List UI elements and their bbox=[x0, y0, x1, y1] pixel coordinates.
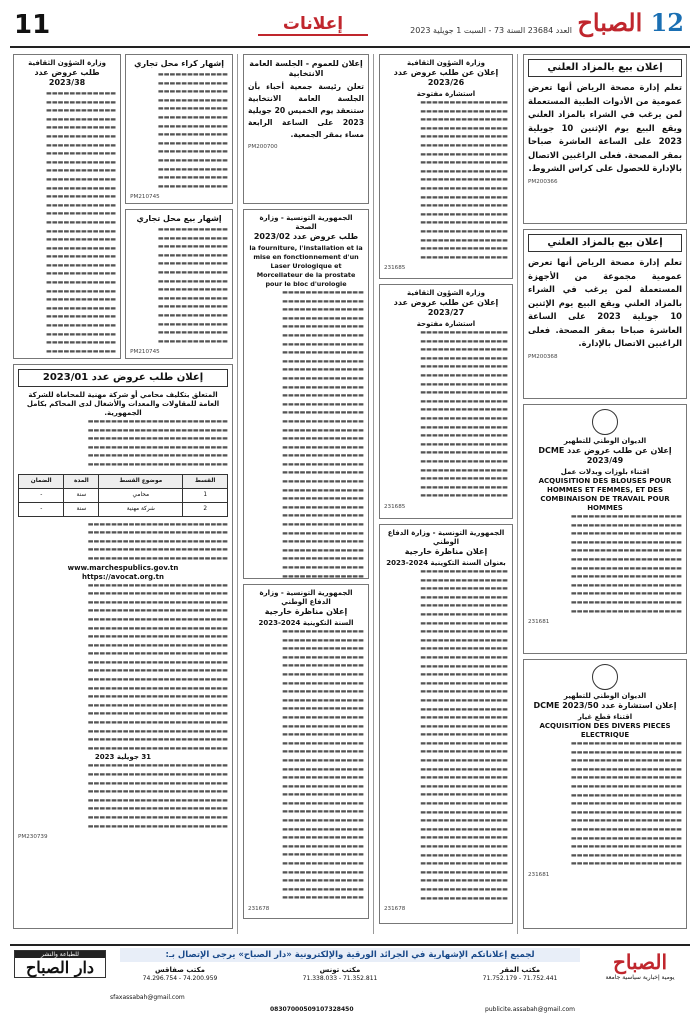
office-hq bbox=[460, 966, 580, 983]
defense-exam-ad bbox=[379, 524, 513, 924]
ad-title: إعلان مناظرة خارجية bbox=[404, 547, 488, 556]
ad-body: المتعلق بتكليف محامي أو شركة مهنية للمحاماة للشركة العامة للمقاولات والمعدات والأشغال لدى المحاكم بكامل الجمهورية. bbox=[26, 391, 220, 417]
ad-ref: 231681 bbox=[528, 871, 550, 878]
ad-body: تعلم إدارة مصحة الرياض أنها تعرض عمومية من الأدوات الطبية المستعملة لمن يرغب في الشراء بالمزاد العلني ويقع البيع يوم الإثنين 10 جويلية 2023 على الساعة العاشرة صباحا بمقر المصحة. فعلى الراغبين الاتصال بالإدارة للحصول على كراس الشروط. bbox=[528, 82, 683, 173]
table-header: القسط bbox=[183, 474, 228, 488]
ad-text-block: ▬▬▬▬▬▬▬▬▬▬▬▬ ▬▬▬▬▬▬▬▬▬▬▬▬ ▬▬▬▬▬▬▬▬▬▬▬▬ ▬▬▬▬▬▬▬▬▬▬▬▬ ▬▬▬▬▬▬▬▬▬▬▬▬ ▬▬▬▬▬▬▬▬▬▬▬▬ ▬▬▬▬▬▬▬▬▬▬▬▬ ▬▬▬▬▬▬▬▬▬▬▬▬ ▬▬▬▬▬▬▬▬▬▬▬▬ ▬▬▬▬▬▬▬▬▬▬▬▬ ▬▬▬▬▬▬▬▬▬▬▬▬ ▬▬▬▬▬▬▬▬▬▬▬▬ ▬▬▬▬▬▬▬▬▬▬▬▬ ▬▬▬▬▬▬▬▬▬▬▬▬ bbox=[157, 226, 228, 345]
footer-title: لجميع إعلاناتكم الإشهارية في الجرائد الورقية والإلكترونية «دار الصباح» يرجى الإتصال بـ: bbox=[120, 948, 580, 962]
ad-title: طلب عروض عدد 2023/02 bbox=[253, 232, 359, 241]
table-cell: سنة bbox=[64, 502, 99, 516]
ad-ref: 231685 bbox=[384, 265, 406, 272]
table-cell: - bbox=[19, 488, 64, 502]
ad-title: إعلان طلب عروض عدد 2023/01 bbox=[18, 369, 228, 387]
issue-info: العدد 23684 السنة 73 - السبت 1 جويلية 2023 bbox=[410, 26, 572, 35]
ad-text-block: ▬▬▬▬▬▬▬▬▬▬▬▬▬▬▬▬▬▬▬ ▬▬▬▬▬▬▬▬▬▬▬▬▬▬▬▬▬▬▬ ▬▬▬▬▬▬▬▬▬▬▬▬▬▬▬▬▬▬▬ ▬▬▬▬▬▬▬▬▬▬▬▬▬▬▬▬▬▬▬ ▬▬▬▬▬▬▬▬▬▬▬▬▬▬▬▬▬▬▬ ▬▬▬▬▬▬▬▬▬▬▬▬▬▬▬▬▬▬▬ ▬▬▬▬▬▬▬▬▬▬▬▬▬▬▬▬▬▬▬ ▬▬▬▬▬▬▬▬▬▬▬▬▬▬▬▬▬▬▬ ▬▬▬▬▬▬▬▬▬▬▬▬▬▬▬▬▬▬▬ ▬▬▬▬▬▬▬▬▬▬▬▬▬▬▬▬▬▬▬ ▬▬▬▬▬▬▬▬▬▬▬▬▬▬▬▬▬▬▬ ▬▬▬▬▬▬▬▬▬▬▬▬▬▬▬▬▬▬▬ ▬▬▬▬▬▬▬▬▬▬▬▬▬▬▬▬▬▬▬ ▬▬▬▬▬▬▬▬▬▬▬▬▬▬▬▬▬▬▬ ▬▬▬▬▬▬▬▬▬▬▬▬▬▬▬▬▬▬▬ bbox=[570, 740, 682, 868]
deadline-date: 31 جويلية 2023 bbox=[94, 753, 152, 762]
ad-text-block: ▬▬▬▬▬▬▬▬▬▬▬▬▬▬▬ ▬▬▬▬▬▬▬▬▬▬▬▬▬▬▬ ▬▬▬▬▬▬▬▬▬▬▬▬▬▬▬ ▬▬▬▬▬▬▬▬▬▬▬▬▬▬▬ ▬▬▬▬▬▬▬▬▬▬▬▬▬▬▬ ▬▬▬▬▬▬▬▬▬▬▬▬▬▬▬ ▬▬▬▬▬▬▬▬▬▬▬▬▬▬▬ ▬▬▬▬▬▬▬▬▬▬▬▬▬▬▬ ▬▬▬▬▬▬▬▬▬▬▬▬▬▬▬ ▬▬▬▬▬▬▬▬▬▬▬▬▬▬▬ ▬▬▬▬▬▬▬▬▬▬▬▬▬▬▬ ▬▬▬▬▬▬▬▬▬▬▬▬▬▬▬ ▬▬▬▬▬▬▬▬▬▬▬▬▬▬▬ ▬▬▬▬▬▬▬▬▬▬▬▬▬▬▬ ▬▬▬▬▬▬▬▬▬▬▬▬▬▬▬ ▬▬▬▬▬▬▬▬▬▬▬▬▬▬▬ ▬▬▬▬▬▬▬▬▬▬▬▬▬▬▬ ▬▬▬▬▬▬▬▬▬▬▬▬▬▬▬ ▬▬▬▬▬▬▬▬▬▬▬▬▬▬▬ ▬▬▬▬▬▬▬▬▬▬▬▬▬▬▬ ▬▬▬▬▬▬▬▬▬▬▬▬▬▬▬ ▬▬▬▬▬▬▬▬▬▬▬▬▬▬▬ ▬▬▬▬▬▬▬▬▬▬▬▬▬▬▬ ▬▬▬▬▬▬▬▬▬▬▬▬▬▬▬ ▬▬▬▬▬▬▬▬▬▬▬▬▬▬▬ ▬▬▬▬▬▬▬▬▬▬▬▬▬▬▬ ▬▬▬▬▬▬▬▬▬▬▬▬▬▬▬ ▬▬▬▬▬▬▬▬▬▬▬▬▬▬▬ ▬▬▬▬▬▬▬▬▬▬▬▬▬▬▬ ▬▬▬▬▬▬▬▬▬▬▬▬▬▬▬ ▬▬▬▬▬▬▬▬▬▬▬▬▬▬▬ ▬▬▬▬▬▬▬▬▬▬▬▬▬▬▬ ▬▬▬▬▬▬▬▬▬▬▬▬▬▬▬ ▬▬▬▬▬▬▬▬▬▬▬▬▬▬▬ ▬▬▬▬▬▬▬▬▬▬▬▬▬▬▬ ▬▬▬▬▬▬▬▬▬▬▬▬▬▬▬ ▬▬▬▬▬▬▬▬▬▬▬▬▬▬▬ ▬▬▬▬▬▬▬▬▬▬▬▬▬▬▬ ▬▬▬▬▬▬▬▬▬▬▬▬▬▬▬ bbox=[420, 568, 508, 902]
ad-org: وزارة الشؤون الثقافية bbox=[28, 59, 107, 67]
ad-subtitle: استشارة مفتوحة bbox=[416, 90, 476, 98]
office-name: مكتب صفاقس bbox=[154, 966, 206, 974]
table-cell: سنة bbox=[64, 488, 99, 502]
ad-subtitle: السنة التكوينية 2024-2023 bbox=[258, 619, 354, 627]
ad-french-title: ACQUISITION DES BLOUSES POUR HOMMES ET FEMMES, ET DES COMBINAISON DE TRAVAIL POUR HOMMES bbox=[538, 477, 672, 512]
ad-ref: 231685 bbox=[384, 503, 406, 510]
ad-text-block: ▬▬▬▬▬▬▬▬▬▬▬▬▬▬ ▬▬▬▬▬▬▬▬▬▬▬▬▬▬ ▬▬▬▬▬▬▬▬▬▬▬▬▬▬ ▬▬▬▬▬▬▬▬▬▬▬▬▬▬ ▬▬▬▬▬▬▬▬▬▬▬▬▬▬ ▬▬▬▬▬▬▬▬▬▬▬▬▬▬ ▬▬▬▬▬▬▬▬▬▬▬▬▬▬ ▬▬▬▬▬▬▬▬▬▬▬▬▬▬ ▬▬▬▬▬▬▬▬▬▬▬▬▬▬ ▬▬▬▬▬▬▬▬▬▬▬▬▬▬ ▬▬▬▬▬▬▬▬▬▬▬▬▬▬ ▬▬▬▬▬▬▬▬▬▬▬▬▬▬ ▬▬▬▬▬▬▬▬▬▬▬▬▬▬ ▬▬▬▬▬▬▬▬▬▬▬▬▬▬ ▬▬▬▬▬▬▬▬▬▬▬▬▬▬ ▬▬▬▬▬▬▬▬▬▬▬▬▬▬ ▬▬▬▬▬▬▬▬▬▬▬▬▬▬ ▬▬▬▬▬▬▬▬▬▬▬▬▬▬ ▬▬▬▬▬▬▬▬▬▬▬▬▬▬ ▬▬▬▬▬▬▬▬▬▬▬▬▬▬ ▬▬▬▬▬▬▬▬▬▬▬▬▬▬ ▬▬▬▬▬▬▬▬▬▬▬▬▬▬ ▬▬▬▬▬▬▬▬▬▬▬▬▬▬ ▬▬▬▬▬▬▬▬▬▬▬▬▬▬ ▬▬▬▬▬▬▬▬▬▬▬▬▬▬ ▬▬▬▬▬▬▬▬▬▬▬▬▬▬ ▬▬▬▬▬▬▬▬▬▬▬▬▬▬ ▬▬▬▬▬▬▬▬▬▬▬▬▬▬ ▬▬▬▬▬▬▬▬▬▬▬▬▬▬ ▬▬▬▬▬▬▬▬▬▬▬▬▬▬ ▬▬▬▬▬▬▬▬▬▬▬▬▬▬ ▬▬▬▬▬▬▬▬▬▬▬▬▬▬ bbox=[282, 628, 364, 902]
ad-text-block: ▬▬▬▬▬▬▬▬▬▬▬▬▬▬▬▬▬▬▬▬▬▬▬▬ ▬▬▬▬▬▬▬▬▬▬▬▬▬▬▬▬▬▬▬▬▬▬▬▬ ▬▬▬▬▬▬▬▬▬▬▬▬▬▬▬▬▬▬▬▬▬▬▬▬ ▬▬▬▬▬▬▬▬▬▬▬▬▬▬▬▬▬▬▬▬▬▬▬▬ ▬▬▬▬▬▬▬▬▬▬▬▬▬▬▬▬▬▬▬▬▬▬▬▬ ▬▬▬▬▬▬▬▬▬▬▬▬▬▬▬▬▬▬▬▬▬▬▬▬ ▬▬▬▬▬▬▬▬▬▬▬▬▬▬▬▬▬▬▬▬▬▬▬▬ ▬▬▬▬▬▬▬▬▬▬▬▬▬▬▬▬▬▬▬▬▬▬▬▬ ▬▬▬▬▬▬▬▬▬▬▬▬▬▬▬▬▬▬▬▬▬▬▬▬ ▬▬▬▬▬▬▬▬▬▬▬▬▬▬▬▬▬▬▬▬▬▬▬▬ ▬▬▬▬▬▬▬▬▬▬▬▬▬▬▬▬▬▬▬▬▬▬▬▬ ▬▬▬▬▬▬▬▬▬▬▬▬▬▬▬▬▬▬▬▬▬▬▬▬ ▬▬▬▬▬▬▬▬▬▬▬▬▬▬▬▬▬▬▬▬▬▬▬▬ ▬▬▬▬▬▬▬▬▬▬▬▬▬▬▬▬▬▬▬▬▬▬▬▬ ▬▬▬▬▬▬▬▬▬▬▬▬▬▬▬▬▬▬▬▬▬▬▬▬ ▬▬▬▬▬▬▬▬▬▬▬▬▬▬▬▬▬▬▬▬▬▬▬▬ ▬▬▬▬▬▬▬▬▬▬▬▬▬▬▬▬▬▬▬▬▬▬▬▬ ▬▬▬▬▬▬▬▬▬▬▬▬▬▬▬▬▬▬▬▬▬▬▬▬ ▬▬▬▬▬▬▬▬▬▬▬▬▬▬▬▬▬▬▬▬▬▬▬▬ ▬▬▬▬▬▬▬▬▬▬▬▬▬▬▬▬▬▬▬▬▬▬▬▬ bbox=[87, 581, 228, 752]
ad-ref: PM200700 bbox=[248, 144, 278, 150]
ad-ref: PM200366 bbox=[528, 178, 558, 185]
ad-text-block: ▬▬▬▬▬▬▬▬▬▬▬▬ ▬▬▬▬▬▬▬▬▬▬▬▬ ▬▬▬▬▬▬▬▬▬▬▬▬ ▬▬▬▬▬▬▬▬▬▬▬▬ ▬▬▬▬▬▬▬▬▬▬▬▬ ▬▬▬▬▬▬▬▬▬▬▬▬ ▬▬▬▬▬▬▬▬▬▬▬▬ ▬▬▬▬▬▬▬▬▬▬▬▬ ▬▬▬▬▬▬▬▬▬▬▬▬ ▬▬▬▬▬▬▬▬▬▬▬▬ ▬▬▬▬▬▬▬▬▬▬▬▬ ▬▬▬▬▬▬▬▬▬▬▬▬ ▬▬▬▬▬▬▬▬▬▬▬▬ ▬▬▬▬▬▬▬▬▬▬▬▬ ▬▬▬▬▬▬▬▬▬▬▬▬ ▬▬▬▬▬▬▬▬▬▬▬▬ ▬▬▬▬▬▬▬▬▬▬▬▬ ▬▬▬▬▬▬▬▬▬▬▬▬ ▬▬▬▬▬▬▬▬▬▬▬▬ ▬▬▬▬▬▬▬▬▬▬▬▬ ▬▬▬▬▬▬▬▬▬▬▬▬ ▬▬▬▬▬▬▬▬▬▬▬▬ ▬▬▬▬▬▬▬▬▬▬▬▬ ▬▬▬▬▬▬▬▬▬▬▬▬ ▬▬▬▬▬▬▬▬▬▬▬▬ ▬▬▬▬▬▬▬▬▬▬▬▬ ▬▬▬▬▬▬▬▬▬▬▬▬ ▬▬▬▬▬▬▬▬▬▬▬▬ ▬▬▬▬▬▬▬▬▬▬▬▬ ▬▬▬▬▬▬▬▬▬▬▬▬ ▬▬▬▬▬▬▬▬▬▬▬▬ bbox=[45, 90, 117, 355]
ad-title: إعلان بيع بالمزاد العلني bbox=[528, 234, 682, 252]
ad-ref: PM200368 bbox=[528, 353, 558, 360]
ad-ref: 231678 bbox=[384, 906, 406, 913]
culture-tender-ad-1 bbox=[379, 54, 513, 279]
ad-text-block: ▬▬▬▬▬▬▬▬▬▬▬▬▬▬▬▬▬▬▬▬▬▬▬▬ ▬▬▬▬▬▬▬▬▬▬▬▬▬▬▬▬▬▬▬▬▬▬▬▬ ▬▬▬▬▬▬▬▬▬▬▬▬▬▬▬▬▬▬▬▬▬▬▬▬ ▬▬▬▬▬▬▬▬▬▬▬▬▬▬▬▬▬▬▬▬▬▬▬▬ ▬▬▬▬▬▬▬▬▬▬▬▬▬▬▬▬▬▬▬▬▬▬▬▬ ▬▬▬▬▬▬▬▬▬▬▬▬▬▬▬▬▬▬▬▬▬▬▬▬ bbox=[87, 418, 228, 468]
footer bbox=[10, 944, 690, 1014]
ad-subtitle: اقتناء بلوزات وبدلات عمل bbox=[560, 468, 650, 476]
column-3 bbox=[240, 54, 372, 934]
table-row bbox=[19, 502, 228, 516]
ad-subtitle: اقتناء قطع غيار bbox=[577, 713, 633, 721]
ad-title: إشهار كراء محل تجاري bbox=[134, 59, 225, 68]
table-header: المدة bbox=[64, 474, 99, 488]
ad-org: الجمهورية التونسية - وزارة الدفاع الوطني bbox=[259, 589, 353, 606]
health-tender-ad bbox=[243, 209, 369, 579]
newspaper-logo bbox=[577, 8, 684, 37]
table-cell: 1 bbox=[183, 488, 228, 502]
office-phone: 71.752.179 - 71.752.441 bbox=[482, 974, 558, 982]
ad-ref: 231681 bbox=[528, 619, 550, 626]
table-header: الضمان bbox=[19, 474, 64, 488]
auction-ad-1 bbox=[523, 54, 687, 224]
footer-logo-sub: يومية إخبارية سياسية جامعة bbox=[605, 974, 675, 981]
ad-french-title: ACQUISITION DES DIVERS PIECES ELECTRIQUE bbox=[539, 722, 671, 739]
ad-org: الجمهورية التونسية - وزارة الصحة bbox=[259, 214, 353, 231]
table-row bbox=[19, 488, 228, 502]
ad-org: وزارة الشؤون الثقافية bbox=[407, 59, 485, 67]
ad-org: وزارة الشؤون الثقافية bbox=[407, 289, 485, 297]
ad-ref: PM210745 bbox=[130, 349, 160, 356]
tender-ad-onas-1 bbox=[523, 404, 687, 654]
ad-body: تعلن رئيسة جمعية أحباء بأن الجلسة العامة الانتخابية ستنعقد يوم الخميس 20 جويلية 2023 على الساعة الرابعة مساء بمقر الجمعية. bbox=[248, 82, 364, 139]
tender-ad-onas-2 bbox=[523, 659, 687, 929]
footer-logo-2-text: دار الصباح bbox=[25, 958, 95, 977]
lawyer-tender-ad bbox=[13, 364, 233, 929]
office-phone: 74.296.754 - 74.200.959 bbox=[142, 974, 218, 982]
onas-logo-icon bbox=[592, 409, 618, 435]
url-link[interactable]: www.marchespublics.gov.tn bbox=[67, 563, 179, 572]
section-title: إعلانات bbox=[258, 14, 368, 36]
ad-text-block: ▬▬▬▬▬▬▬▬▬▬▬▬ ▬▬▬▬▬▬▬▬▬▬▬▬ ▬▬▬▬▬▬▬▬▬▬▬▬ ▬▬▬▬▬▬▬▬▬▬▬▬ ▬▬▬▬▬▬▬▬▬▬▬▬ ▬▬▬▬▬▬▬▬▬▬▬▬ ▬▬▬▬▬▬▬▬▬▬▬▬ ▬▬▬▬▬▬▬▬▬▬▬▬ ▬▬▬▬▬▬▬▬▬▬▬▬ ▬▬▬▬▬▬▬▬▬▬▬▬ ▬▬▬▬▬▬▬▬▬▬▬▬ ▬▬▬▬▬▬▬▬▬▬▬▬ ▬▬▬▬▬▬▬▬▬▬▬▬ ▬▬▬▬▬▬▬▬▬▬▬▬ bbox=[157, 71, 228, 190]
onas-logo-icon bbox=[592, 664, 618, 690]
ad-org: الديوان الوطني للتطهير bbox=[563, 437, 647, 445]
general-assembly-ad bbox=[243, 54, 369, 204]
email-link[interactable]: publicite.assabah@gmail.com bbox=[485, 1006, 575, 1013]
ad-text-block: ▬▬▬▬▬▬▬▬▬▬▬▬▬▬ ▬▬▬▬▬▬▬▬▬▬▬▬▬▬ ▬▬▬▬▬▬▬▬▬▬▬▬▬▬ ▬▬▬▬▬▬▬▬▬▬▬▬▬▬ ▬▬▬▬▬▬▬▬▬▬▬▬▬▬ ▬▬▬▬▬▬▬▬▬▬▬▬▬▬ ▬▬▬▬▬▬▬▬▬▬▬▬▬▬ ▬▬▬▬▬▬▬▬▬▬▬▬▬▬ ▬▬▬▬▬▬▬▬▬▬▬▬▬▬ ▬▬▬▬▬▬▬▬▬▬▬▬▬▬ ▬▬▬▬▬▬▬▬▬▬▬▬▬▬ ▬▬▬▬▬▬▬▬▬▬▬▬▬▬ ▬▬▬▬▬▬▬▬▬▬▬▬▬▬ ▬▬▬▬▬▬▬▬▬▬▬▬▬▬ ▬▬▬▬▬▬▬▬▬▬▬▬▬▬ ▬▬▬▬▬▬▬▬▬▬▬▬▬▬ ▬▬▬▬▬▬▬▬▬▬▬▬▬▬ ▬▬▬▬▬▬▬▬▬▬▬▬▬▬ ▬▬▬▬▬▬▬▬▬▬▬▬▬▬ ▬▬▬▬▬▬▬▬▬▬▬▬▬▬ ▬▬▬▬▬▬▬▬▬▬▬▬▬▬ ▬▬▬▬▬▬▬▬▬▬▬▬▬▬ ▬▬▬▬▬▬▬▬▬▬▬▬▬▬ ▬▬▬▬▬▬▬▬▬▬▬▬▬▬ ▬▬▬▬▬▬▬▬▬▬▬▬▬▬ ▬▬▬▬▬▬▬▬▬▬▬▬▬▬ ▬▬▬▬▬▬▬▬▬▬▬▬▬▬ ▬▬▬▬▬▬▬▬▬▬▬▬▬▬ ▬▬▬▬▬▬▬▬▬▬▬▬▬▬ ▬▬▬▬▬▬▬▬▬▬▬▬▬▬ ▬▬▬▬▬▬▬▬▬▬▬▬▬▬ ▬▬▬▬▬▬▬▬▬▬▬▬▬▬ ▬▬▬▬▬▬▬▬▬▬▬▬▬▬ ▬▬▬▬▬▬▬▬▬▬▬▬▬▬ bbox=[282, 289, 364, 579]
ad-ref: PM210745 bbox=[130, 194, 160, 201]
masthead bbox=[10, 8, 690, 48]
ad-french-title: la fourniture, l'installation et la mise en fonctionnement d'un Laser Urologique et Morcellateur de la prostate pour le bloc d'urologie bbox=[249, 244, 363, 288]
office-name: مكتب المقر bbox=[499, 966, 541, 974]
column-divider bbox=[373, 54, 374, 934]
ccp-number: 08307000509107328450 bbox=[270, 1006, 354, 1013]
column-divider bbox=[237, 54, 238, 934]
ads-columns bbox=[10, 54, 690, 934]
rent-shop-ad bbox=[125, 54, 233, 204]
office-sfax bbox=[120, 966, 240, 983]
footer-logo-2 bbox=[14, 950, 106, 978]
commerce-ads-stack bbox=[125, 54, 233, 364]
table-cell: محامي bbox=[99, 488, 183, 502]
ad-text-block: ▬▬▬▬▬▬▬▬▬▬▬▬▬▬▬ ▬▬▬▬▬▬▬▬▬▬▬▬▬▬▬ ▬▬▬▬▬▬▬▬▬▬▬▬▬▬▬ ▬▬▬▬▬▬▬▬▬▬▬▬▬▬▬ ▬▬▬▬▬▬▬▬▬▬▬▬▬▬▬ ▬▬▬▬▬▬▬▬▬▬▬▬▬▬▬ ▬▬▬▬▬▬▬▬▬▬▬▬▬▬▬ ▬▬▬▬▬▬▬▬▬▬▬▬▬▬▬ ▬▬▬▬▬▬▬▬▬▬▬▬▬▬▬ ▬▬▬▬▬▬▬▬▬▬▬▬▬▬▬ ▬▬▬▬▬▬▬▬▬▬▬▬▬▬▬ ▬▬▬▬▬▬▬▬▬▬▬▬▬▬▬ ▬▬▬▬▬▬▬▬▬▬▬▬▬▬▬ ▬▬▬▬▬▬▬▬▬▬▬▬▬▬▬ ▬▬▬▬▬▬▬▬▬▬▬▬▬▬▬ ▬▬▬▬▬▬▬▬▬▬▬▬▬▬▬ ▬▬▬▬▬▬▬▬▬▬▬▬▬▬▬ ▬▬▬▬▬▬▬▬▬▬▬▬▬▬▬ ▬▬▬▬▬▬▬▬▬▬▬▬▬▬▬ ▬▬▬▬▬▬▬▬▬▬▬▬▬▬▬ bbox=[420, 329, 508, 500]
lots-table bbox=[18, 474, 228, 517]
table-cell: شركة مهنية bbox=[99, 502, 183, 516]
email-link[interactable]: sfaxassabah@gmail.com bbox=[110, 994, 185, 1001]
logo-text: الصباح bbox=[577, 8, 643, 37]
table-header-row bbox=[19, 474, 228, 488]
logo-number: 12 bbox=[650, 8, 684, 37]
defense-exam-ad-2 bbox=[243, 584, 369, 919]
ad-title: إعلان عن طلب عروض عدد DCME 2023/49 bbox=[538, 446, 672, 465]
office-phone: 71.338.033 - 71.352.811 bbox=[302, 974, 378, 982]
ad-title: إعلان للعموم - الجلسة العامة الانتخابية bbox=[249, 59, 363, 78]
office-tunis bbox=[280, 966, 400, 983]
page-number: 11 bbox=[14, 10, 51, 40]
culture-tender-ad-3 bbox=[13, 54, 121, 359]
ad-ref: PM230739 bbox=[18, 834, 48, 841]
ad-title: إعلان مناظرة خارجية bbox=[264, 607, 348, 616]
column-divider bbox=[517, 54, 518, 934]
footer-logo-2-sub: للطباعة والنشر bbox=[15, 951, 105, 958]
culture-tender-ad-2 bbox=[379, 284, 513, 519]
url-link[interactable]: https://avocat.org.tn bbox=[81, 572, 164, 581]
ad-body: تعلم إدارة مصحة الرياض أنها تعرض عمومية مجموعة من الأجهزة المستعملة لمن يرغب في الشراء بالمزاد العلني ويقع البيع يوم الإثنين 10 جويلية 2023 على الساعة العاشرة صباحا بمقر المصحة. فعلى الراغبين الاتصال بالإدارة. bbox=[528, 257, 682, 348]
column-1 bbox=[520, 54, 690, 934]
ad-org: الديوان الوطني للتطهير bbox=[563, 692, 647, 700]
ad-text-block: ▬▬▬▬▬▬▬▬▬▬▬▬▬▬▬▬▬▬▬ ▬▬▬▬▬▬▬▬▬▬▬▬▬▬▬▬▬▬▬ ▬▬▬▬▬▬▬▬▬▬▬▬▬▬▬▬▬▬▬ ▬▬▬▬▬▬▬▬▬▬▬▬▬▬▬▬▬▬▬ ▬▬▬▬▬▬▬▬▬▬▬▬▬▬▬▬▬▬▬ ▬▬▬▬▬▬▬▬▬▬▬▬▬▬▬▬▬▬▬ ▬▬▬▬▬▬▬▬▬▬▬▬▬▬▬▬▬▬▬ ▬▬▬▬▬▬▬▬▬▬▬▬▬▬▬▬▬▬▬ ▬▬▬▬▬▬▬▬▬▬▬▬▬▬▬▬▬▬▬ ▬▬▬▬▬▬▬▬▬▬▬▬▬▬▬▬▬▬▬ ▬▬▬▬▬▬▬▬▬▬▬▬▬▬▬▬▬▬▬ ▬▬▬▬▬▬▬▬▬▬▬▬▬▬▬▬▬▬▬ bbox=[570, 513, 682, 615]
top-ads-row bbox=[13, 54, 233, 364]
ad-title: إعلان استشارة عدد DCME 2023/50 bbox=[533, 701, 677, 710]
table-header: موضوع القسط bbox=[99, 474, 183, 488]
ad-ref: 231678 bbox=[248, 906, 270, 912]
ad-org: الجمهورية التونسية - وزارة الدفاع الوطني bbox=[387, 529, 505, 546]
ad-title: إعلان بيع بالمزاد العلني bbox=[528, 59, 682, 77]
ad-title: إعلان عن طلب عروض عدد 2023/26 bbox=[393, 68, 499, 87]
table-cell: - bbox=[19, 502, 64, 516]
ad-text-block: ▬▬▬▬▬▬▬▬▬▬▬▬▬▬▬▬▬▬▬▬▬▬▬▬ ▬▬▬▬▬▬▬▬▬▬▬▬▬▬▬▬▬▬▬▬▬▬▬▬ ▬▬▬▬▬▬▬▬▬▬▬▬▬▬▬▬▬▬▬▬▬▬▬▬ ▬▬▬▬▬▬▬▬▬▬▬▬▬▬▬▬▬▬▬▬▬▬▬▬ ▬▬▬▬▬▬▬▬▬▬▬▬▬▬▬▬▬▬▬▬▬▬▬▬ ▬▬▬▬▬▬▬▬▬▬▬▬▬▬▬▬▬▬▬▬▬▬▬▬ ▬▬▬▬▬▬▬▬▬▬▬▬▬▬▬▬▬▬▬▬▬▬▬▬ ▬▬▬▬▬▬▬▬▬▬▬▬▬▬▬▬▬▬▬▬▬▬▬▬ bbox=[87, 762, 228, 830]
sell-shop-ad bbox=[125, 209, 233, 359]
column-4 bbox=[10, 54, 236, 934]
table-cell: 2 bbox=[183, 502, 228, 516]
footer-logo bbox=[594, 950, 686, 981]
ad-text-block: ▬▬▬▬▬▬▬▬▬▬▬▬▬▬▬ ▬▬▬▬▬▬▬▬▬▬▬▬▬▬▬ ▬▬▬▬▬▬▬▬▬▬▬▬▬▬▬ ▬▬▬▬▬▬▬▬▬▬▬▬▬▬▬ ▬▬▬▬▬▬▬▬▬▬▬▬▬▬▬ ▬▬▬▬▬▬▬▬▬▬▬▬▬▬▬ ▬▬▬▬▬▬▬▬▬▬▬▬▬▬▬ ▬▬▬▬▬▬▬▬▬▬▬▬▬▬▬ ▬▬▬▬▬▬▬▬▬▬▬▬▬▬▬ ▬▬▬▬▬▬▬▬▬▬▬▬▬▬▬ ▬▬▬▬▬▬▬▬▬▬▬▬▬▬▬ ▬▬▬▬▬▬▬▬▬▬▬▬▬▬▬ ▬▬▬▬▬▬▬▬▬▬▬▬▬▬▬ ▬▬▬▬▬▬▬▬▬▬▬▬▬▬▬ ▬▬▬▬▬▬▬▬▬▬▬▬▬▬▬ ▬▬▬▬▬▬▬▬▬▬▬▬▬▬▬ ▬▬▬▬▬▬▬▬▬▬▬▬▬▬▬ ▬▬▬▬▬▬▬▬▬▬▬▬▬▬▬ ▬▬▬▬▬▬▬▬▬▬▬▬▬▬▬ bbox=[420, 99, 508, 261]
ad-subtitle: بعنوان السنة التكوينية 2024-2023 bbox=[386, 559, 506, 567]
ad-title: طلب عروض عدد 2023/38 bbox=[34, 68, 100, 87]
footer-logo-text: الصباح bbox=[612, 950, 668, 974]
ad-text-block: ▬▬▬▬▬▬▬▬▬▬▬▬▬▬▬▬▬▬▬▬▬▬▬▬ ▬▬▬▬▬▬▬▬▬▬▬▬▬▬▬▬▬▬▬▬▬▬▬▬ ▬▬▬▬▬▬▬▬▬▬▬▬▬▬▬▬▬▬▬▬▬▬▬▬ ▬▬▬▬▬▬▬▬▬▬▬▬▬▬▬▬▬▬▬▬▬▬▬▬ ▬▬▬▬▬▬▬▬▬▬▬▬▬▬▬▬▬▬▬▬▬▬▬▬ bbox=[87, 520, 228, 562]
column-2 bbox=[376, 54, 516, 934]
office-name: مكتب تونس bbox=[319, 966, 361, 974]
ad-title: إشهار بيع محل تجاري bbox=[136, 214, 222, 223]
auction-ad-2 bbox=[523, 229, 687, 399]
ad-title: إعلان عن طلب عروض عدد 2023/27 bbox=[393, 298, 499, 317]
ad-subtitle: استشارة مفتوحة bbox=[416, 320, 476, 328]
